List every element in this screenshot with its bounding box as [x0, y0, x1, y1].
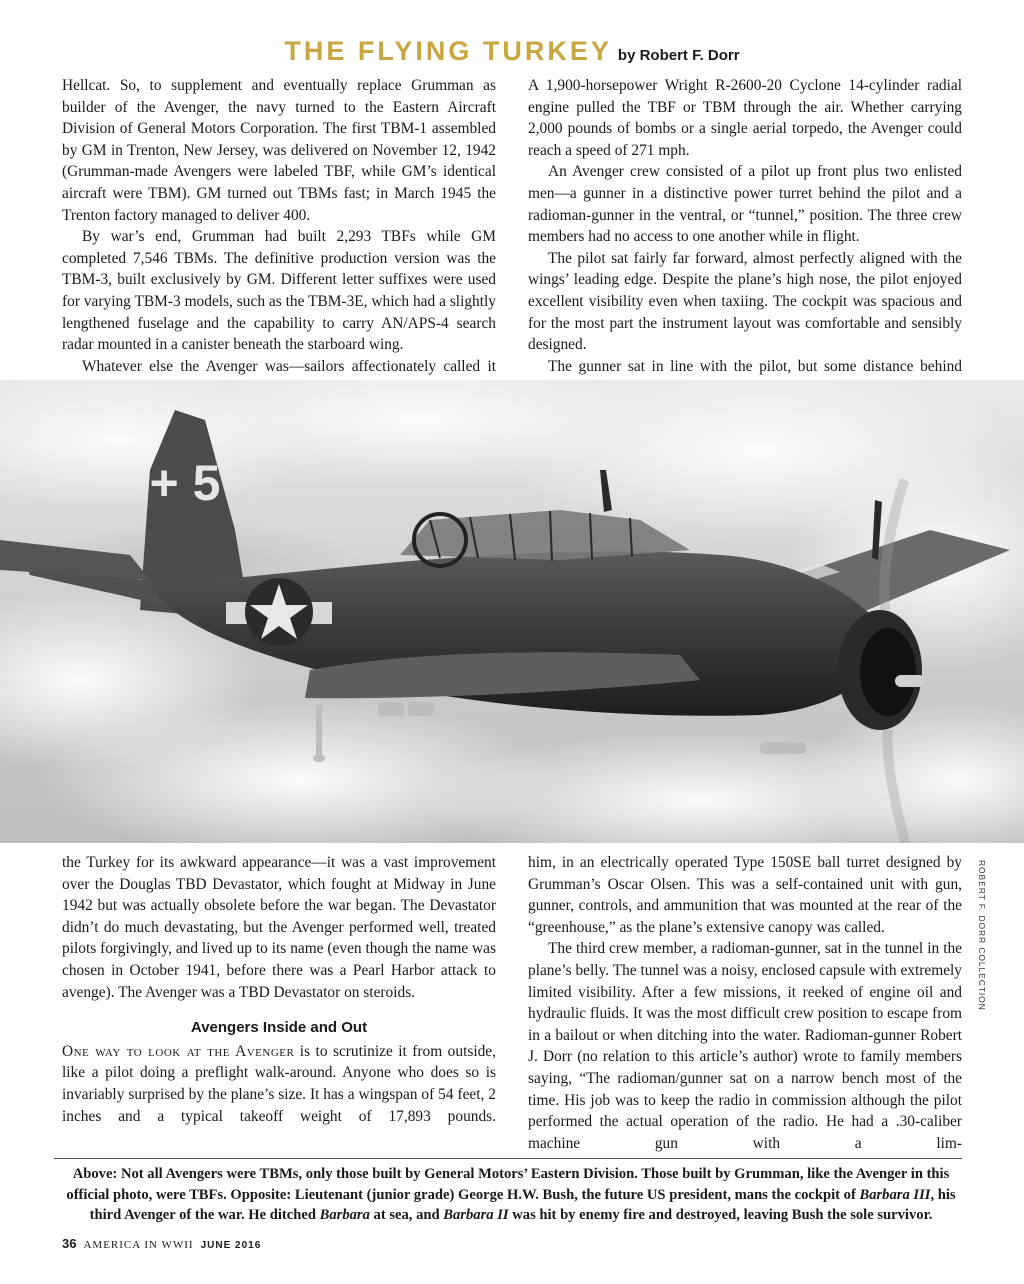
paragraph: The pilot sat fairly far forward, almost perfectly aligned with the wings’ leading edge. Despite the plane’s high nose, the pilot enjoyed excellent visibility even when taxiing. The cockpit was spacious and for the most part the instrument layout was comfortable and sensibly designed.: [528, 249, 962, 354]
paragraph: By war’s end, Grumman had built 2,293 TBFs while GM completed 7,546 TBMs. The definitive production version was the TBM-3, built exclusively by GM. Different letter suffixes were used for varying TBM-3 models, such as the TBM-3E, which had a slightly lengthened fuselage and the capability to carry AN/APS-4 search radar mounted in a canister beneath the starboard wing.: [62, 228, 496, 354]
issue-date: JUNE 2016: [200, 1240, 262, 1251]
author-byline: by Robert F. Dorr: [617, 47, 740, 64]
page-footer: [62, 1236, 261, 1252]
tail-number: + 5: [149, 455, 221, 511]
paragraph: The third crew member, a radioman-gunner, sat in the tunnel in the plane’s belly. The tunnel was a noisy, enclosed capsule with extremely limited visibility. After a few missions, it reeked of engine oil and hydraulic fluids. It was the most difficult crew position to escape from in a bailout or when ditching into the water. Radioman-gunner Robert J. Dorr (no relation to this article’s author) wrote to family members saying, “The radioman/gunner sat on a narrow bench most of the time. His job was to keep the radio in commission although the pilot performed the actual operation of the radio. He had a .30-caliber machine gun with a lim-: [528, 940, 962, 1152]
column-top-right: [528, 75, 962, 377]
paragraph: Whatever else the Avenger was—sailors affectionately called it: [82, 357, 496, 375]
avenger-photo: [0, 380, 1024, 843]
column-bottom-right: [528, 852, 962, 1154]
photo-caption: Above: Not all Avengers were TBMs, only those built by General Motors’ Eastern Division. Those built by Grumman, like the Avenger in this official photo, were TBFs. Opposite: Lieutenant (junior grade) George H.W. Bush, the future US president, mans the cockpit of Barbara III, his third Avenger of the war. He ditched Barbara at sea, and Barbara II was hit by enemy fire and destroyed, leaving Bush the sole survivor.: [66, 1166, 956, 1223]
paragraph: him, in an electrically operated Type 150SE ball turret designed by Grumman’s Oscar Olsen. This was a self-contained unit with gun, gunner, controls, and ammunition that was mounted at the rear of the “greenhouse,” as the plane’s extensive canopy was called.: [528, 854, 962, 936]
article-title: THE FLYING TURKEY: [284, 36, 612, 66]
paragraph: The gunner sat in line with the pilot, but some distance behind: [548, 357, 962, 375]
paragraph-body: is to scrutinize it from outside, like a pilot doing a preflight walk-around. Anyone who does so is invariably surprised by the plane’s size. It has a wingspan of 54 feet, 2 inches and a typical takeoff weight of 17,893 pounds.: [62, 1042, 496, 1125]
magazine-name: AMERICA IN WWII: [83, 1239, 194, 1251]
caption-rule: [54, 1158, 962, 1159]
section-subhead: Avengers Inside and Out: [190, 1019, 368, 1037]
paragraph: the Turkey for its awkward appearance—it was a vast improvement over the Douglas TBD Devastator, which fought at Midway in June 1942 but was actually obsolete before the war began. The Devastator didn’t do much devastating, but the Avenger performed well, treated pilots forgivingly, and lived up to its name (even though the name was chosen in October 1941, before there was a Pearl Harbor attack to avenge). The Avenger was a TBD Devastator on steroids.: [62, 854, 496, 1001]
photo-credit: ROBERT F. DORR COLLECTION: [977, 860, 987, 1011]
column-bottom-left: [62, 852, 496, 1127]
page-number: 36: [62, 1236, 77, 1251]
avenger-aircraft-illustration: [0, 380, 1024, 843]
column-top-left: [62, 75, 496, 377]
lead-in: One way to look at the Avenger: [62, 1042, 295, 1060]
paragraph: A 1,900-horsepower Wright R-2600-20 Cyclone 14-cylinder radial engine pulled the TBF or TBM through the air. Whether carrying 2,000 pounds of bombs or a single aerial torpedo, the Avenger could reach a speed of 271 mph.: [528, 77, 962, 159]
paragraph: Hellcat. So, to supplement and eventually replace Grumman as builder of the Avenger, the navy turned to the Eastern Aircraft Division of General Motors Corporation. The first TBM-1 assembled by GM in Trenton, New Jersey, was delivered on November 12, 1942 (Grumman-made Avengers were labeled TBF, while GM’s identical aircraft were TBM). GM turned out TBMs fast; in March 1945 the Trenton factory managed to deliver 400.: [62, 77, 496, 224]
paragraph: [62, 1041, 496, 1127]
paragraph: An Avenger crew consisted of a pilot up front plus two enlisted men—a gunner in a distinctive power turret behind the pilot and a radioman-gunner in the ventral, or “tunnel,” position. The three crew members had no access to one another while in flight.: [528, 163, 962, 246]
article-header: [0, 36, 1024, 67]
